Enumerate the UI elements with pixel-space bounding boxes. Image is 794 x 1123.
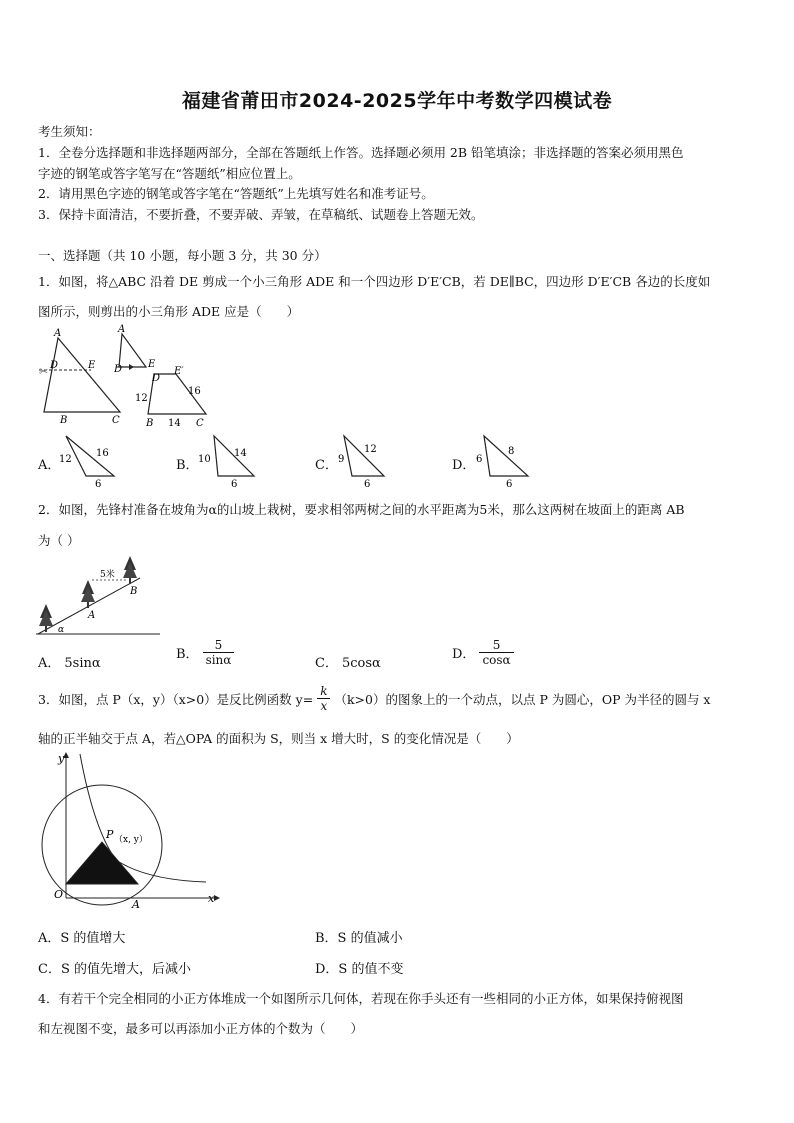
q3-axis-x: x <box>208 892 215 905</box>
q3-label-A: A <box>132 898 140 910</box>
q1-option-d-label: D． <box>452 458 476 473</box>
q1-quad-side-left: 12 <box>135 393 148 404</box>
q1-quad-label-C: C <box>196 418 204 429</box>
q1-quad-label-D: D <box>152 373 161 384</box>
scissors-icon: ✂ <box>39 365 49 378</box>
q1-option-a-label: A． <box>38 458 61 473</box>
q1-option-b-left: 10 <box>198 454 211 465</box>
q2-option-c-label: C． <box>315 656 338 671</box>
q1-stem-line-2: 图所示，则剪出的小三角形 ADE 应是（ ） <box>38 304 300 319</box>
q1-small-label-E: E <box>148 359 156 370</box>
q1-quad-label-B: B <box>146 418 154 429</box>
q1-option-d-right: 8 <box>508 446 515 457</box>
q2-option-d <box>452 638 518 667</box>
q1-label-A: A <box>54 328 62 339</box>
q1-option-d-left: 6 <box>476 454 483 465</box>
q1-option-b-label: B． <box>176 458 199 473</box>
q1-option-b-base: 6 <box>231 479 238 488</box>
q1-label-C: C <box>112 415 120 426</box>
q2-option-d-den: cosα <box>482 653 511 667</box>
q3-option-d: D．S 的值不变 <box>315 962 404 977</box>
q1-quad-side-right: 16 <box>188 386 201 397</box>
q2-option-d-label: D． <box>452 647 476 662</box>
q3-frac-num: k <box>317 684 330 699</box>
q2-stem-line-2: 为（ ） <box>38 533 80 548</box>
q1-option-a-base: 6 <box>95 479 102 488</box>
q4-stem-line-2: 和左视图不变，最多可以再添加小正方体的个数为（ ） <box>38 1021 364 1036</box>
q1-small-label-A: A <box>118 324 126 335</box>
q3-stem-line-1 <box>38 684 710 713</box>
q1-label-E: E <box>88 360 96 371</box>
q1-option-c-base: 6 <box>364 479 371 488</box>
q2-option-b-num: 5 <box>203 638 235 653</box>
q3-option-c: C．S 的值先增大，后减小 <box>38 962 191 977</box>
q4-stem-line-1: 4．有若干个完全相同的小正方体堆成一个如图所示几何体，若现在你手头还有一些相同的小正方体，如果保持俯视图 <box>38 991 684 1006</box>
q3-option-a: A．S 的值增大 <box>38 931 126 946</box>
q3-label-P-coord: （x, y） <box>114 835 148 845</box>
q3-stem-part-a: 3．如图，点 P（x，y）（x>0）是反比例函数 y= <box>38 691 314 707</box>
q2-option-a-text: 5sinα <box>64 656 101 671</box>
q1-quad-base: 14 <box>168 418 181 429</box>
q1-label-D: D <box>50 360 59 371</box>
notice-heading: 考生须知： <box>38 124 101 139</box>
q2-stem-line-1: 2．如图，先锋村准备在坡角为α的山坡上栽树，要求相邻两树之间的水平距离为5米，那么这两树在坡面上的距离 AB <box>38 502 685 517</box>
q1-option-a-figure <box>58 432 118 488</box>
page-title: 福建省莆田市2024-2025学年中考数学四模试卷 <box>181 90 613 112</box>
q1-option-d-figure <box>474 432 534 488</box>
section-heading: 一、选择题（共 10 小题，每小题 3 分，共 30 分） <box>38 248 327 263</box>
q2-option-c <box>315 652 381 671</box>
notice-item-1-line-1: 1．全卷分选择题和非选择题两部分，全部在答题纸上作答。选择题必须用 2B 铅笔填涂；非选择题的答案必须用黑色 <box>38 145 684 160</box>
q2-option-b-label: B． <box>176 647 199 662</box>
q1-option-d-base: 6 <box>506 479 513 488</box>
q2-label-B: B <box>130 586 138 597</box>
notice-item-1-line-2: 字迹的钢笔或答字笔写在“答题纸”相应位置上。 <box>38 166 301 181</box>
q1-option-a-right: 16 <box>96 448 109 459</box>
q3-label-O: O <box>54 888 64 901</box>
q2-option-b <box>176 638 238 667</box>
q2-option-c-text: 5cosα <box>341 656 381 671</box>
q1-option-a-left: 12 <box>59 454 72 465</box>
q3-frac-den: x <box>320 699 328 713</box>
q1-quad-label-E: E′ <box>174 366 184 377</box>
q1-option-b-figure <box>196 432 258 488</box>
q2-label-alpha: α <box>58 625 65 635</box>
q2-option-d-num: 5 <box>479 638 513 653</box>
q1-stem-line-1: 1．如图，将△ABC 沿着 DE 剪成一个小三角形 ADE 和一个四边形 D′E′CB，若 DE∥BC，四边形 D′E′CB 各边的长度如 <box>38 274 711 289</box>
q1-label-B: B <box>60 415 68 426</box>
notice-item-3: 3．保持卡面清洁，不要折叠，不要弄破、弄皱，在草稿纸、试题卷上答题无效。 <box>38 207 484 222</box>
tree-icon-1 <box>39 604 53 632</box>
q1-option-b-right: 14 <box>234 448 247 459</box>
q2-option-b-den: sinα <box>205 653 232 667</box>
q3-label-P: P <box>106 828 114 841</box>
q1-option-c-label: C． <box>315 458 338 473</box>
q1-option-c-left: 9 <box>338 454 345 465</box>
q3-option-b: B．S 的值减小 <box>315 931 403 946</box>
q2-distance-label: 5米 <box>100 570 115 580</box>
q3-axis-y: y <box>58 752 65 765</box>
q2-label-A: A <box>88 610 96 621</box>
q1-figure <box>36 322 216 430</box>
q1-option-c-right: 12 <box>364 444 377 455</box>
notice-item-2: 2．请用黑色字迹的钢笔或答字笔在“答题纸”上先填写姓名和准考证号。 <box>38 186 434 201</box>
q3-figure <box>36 750 226 910</box>
q2-figure <box>36 554 164 638</box>
q2-option-a-label: A． <box>38 656 61 671</box>
q3-stem-part-b: （k>0）的图象上的一个动点，以点 P 为圆心，OP 为半径的圆与 x <box>334 691 711 707</box>
q3-stem-line-2: 轴的正半轴交于点 A，若△OPA 的面积为 S，则当 x 增大时，S 的变化情况是（ ） <box>38 731 519 746</box>
q1-option-c-figure <box>336 432 392 488</box>
q1-small-label-D: D <box>114 364 123 375</box>
q2-option-a <box>38 652 101 671</box>
